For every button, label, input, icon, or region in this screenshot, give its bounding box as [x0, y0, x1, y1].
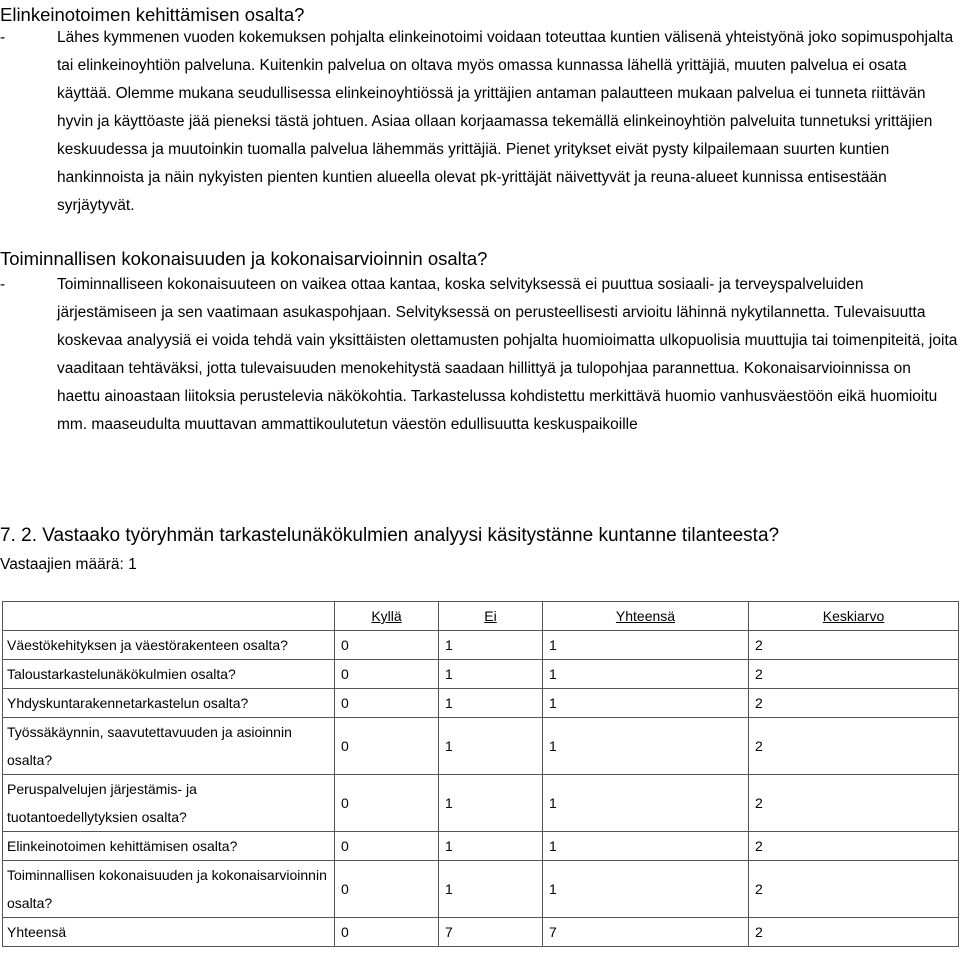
results-table — [2, 601, 959, 947]
cell-ei: 1 — [439, 631, 543, 660]
cell-keskiarvo: 2 — [749, 832, 959, 861]
cell-keskiarvo: 2 — [749, 775, 959, 832]
section-heading-kokonaisarviointi: Toiminnallisen kokonaisuuden ja kokonaisarvioinnin osalta? — [0, 248, 488, 269]
answer-text-kokonaisarviointi: Toiminnalliseen kokonaisuuteen on vaikea ottaa kantaa, koska selvityksessä ei puuttua sosiaali- ja terveyspalveluiden järjestämiseen ja sen vaatimaan asukaspohjaan. Selvityksessä on perusteellisesti arvioitu lähinnä nykytilannetta. Tulevaisuutta koskevaa analyysiä ei voida tehdä vain yksittäisten olettamusten pohjalta huomioimatta ulkopuolisia muuttujia tai toimenpiteitä, joita vaaditaan tehtäväksi, jotta tulevaisuuden menokehitystä saadaan hillittyä ja tulopohjaa parannettua. Kokonaisarvioinnissa on haettu ainoastaan liitoksia perustelevia näkökohtia. Tarkastelussa kohdistettu merkittävä huomio vanhusväestöön eikä huomioitu mm. maaseudulta muuttavan ammattikoulutetun väestön edullisuutta keskuspaikoille — [57, 276, 958, 433]
table-row-total — [3, 918, 959, 947]
cell-kylla: 0 — [335, 918, 439, 947]
table-row — [3, 718, 959, 775]
cell-kylla: 0 — [335, 775, 439, 832]
answer-item-kokonaisarviointi — [0, 271, 958, 439]
header-keskiarvo: Keskiarvo — [749, 602, 959, 631]
table-row — [3, 660, 959, 689]
header-kylla: Kyllä — [335, 602, 439, 631]
cell-ei: 1 — [439, 718, 543, 775]
cell-ei: 1 — [439, 689, 543, 718]
cell-keskiarvo: 2 — [749, 689, 959, 718]
cell-keskiarvo: 2 — [749, 660, 959, 689]
cell-keskiarvo: 2 — [749, 718, 959, 775]
answer-text-elinkeinotoimi: Lähes kymmenen vuoden kokemuksen pohjalta elinkeinotoimi voidaan toteuttaa kuntien välisenä yhteistyönä joko sopimuspohjalta tai elinkeinoyhtiön palveluna. Kuitenkin palvelua on oltava myös omassa kunnassa lähellä yrittäjiä, muuten palvelua ei osata käyttää. Olemme mukana seudullisessa elinkeinoyhtiössä ja yrittäjien antaman palautteen mukaan palvelua ei tunneta riittävän hyvin ja käyttöaste jää pieneksi tästä johtuen. Asiaa ollaan korjaamassa tekemällä elinkeinoyhtiön palveluita tunnetuksi yrittäjien keskuudessa ja muutoinkin tuomalla palvelua lähemmäs yrittäjiä. Pienet yritykset eivät pysty kilpailemaan suurten kuntien hankinnoista ja näin nykyisten pienten kuntien alueella olevat pk-yrittäjät näivettyvät ja reuna-alueet kunnissa entisestään syrjäytyvät. — [57, 29, 954, 214]
cell-ei: 1 — [439, 660, 543, 689]
cell-kylla: 0 — [335, 861, 439, 918]
cell-yhteensa: 1 — [543, 689, 749, 718]
table-row — [3, 689, 959, 718]
row-label: Taloustarkastelunäkökulmien osalta? — [3, 660, 335, 689]
cell-kylla: 0 — [335, 689, 439, 718]
respondent-count: Vastaajien määrä: 1 — [0, 556, 137, 573]
cell-ei: 1 — [439, 775, 543, 832]
row-label: Toiminnallisen kokonaisuuden ja kokonaisarvioinnin osalta? — [3, 861, 335, 918]
cell-keskiarvo: 2 — [749, 861, 959, 918]
cell-yhteensa: 1 — [543, 861, 749, 918]
header-empty — [3, 602, 335, 631]
bullet-dash: - — [0, 29, 6, 46]
row-label: Peruspalvelujen järjestämis- ja tuotantoedellytyksien osalta? — [3, 775, 335, 832]
cell-ei: 7 — [439, 918, 543, 947]
cell-keskiarvo: 2 — [749, 918, 959, 947]
cell-yhteensa: 1 — [543, 660, 749, 689]
cell-yhteensa: 1 — [543, 832, 749, 861]
cell-kylla: 0 — [335, 832, 439, 861]
answer-item-elinkeinotoimi — [0, 24, 958, 220]
row-label: Yhdyskuntarakennetarkastelun osalta? — [3, 689, 335, 718]
table-row — [3, 631, 959, 660]
row-label: Elinkeinotoimen kehittämisen osalta? — [3, 832, 335, 861]
cell-yhteensa: 7 — [543, 918, 749, 947]
section-heading-elinkeinotoimi: Elinkeinotoimen kehittämisen osalta? — [0, 4, 305, 25]
bullet-dash: - — [0, 276, 6, 293]
cell-ei: 1 — [439, 861, 543, 918]
cell-yhteensa: 1 — [543, 631, 749, 660]
header-yhteensa: Yhteensä — [543, 602, 749, 631]
table-row — [3, 775, 959, 832]
cell-kylla: 0 — [335, 631, 439, 660]
cell-keskiarvo: 2 — [749, 631, 959, 660]
cell-ei: 1 — [439, 832, 543, 861]
cell-kylla: 0 — [335, 660, 439, 689]
cell-yhteensa: 1 — [543, 718, 749, 775]
cell-yhteensa: 1 — [543, 775, 749, 832]
question-title: 7. 2. Vastaako työryhmän tarkastelunäkökulmien analyysi käsitystänne kuntanne tilanteesta? — [0, 525, 780, 546]
header-ei: Ei — [439, 602, 543, 631]
row-label: Työssäkäynnin, saavutettavuuden ja asioinnin osalta? — [3, 718, 335, 775]
table-header-row — [3, 602, 959, 631]
row-label: Yhteensä — [3, 918, 335, 947]
cell-kylla: 0 — [335, 718, 439, 775]
table-row — [3, 861, 959, 918]
row-label: Väestökehityksen ja väestörakenteen osalta? — [3, 631, 335, 660]
table-row — [3, 832, 959, 861]
